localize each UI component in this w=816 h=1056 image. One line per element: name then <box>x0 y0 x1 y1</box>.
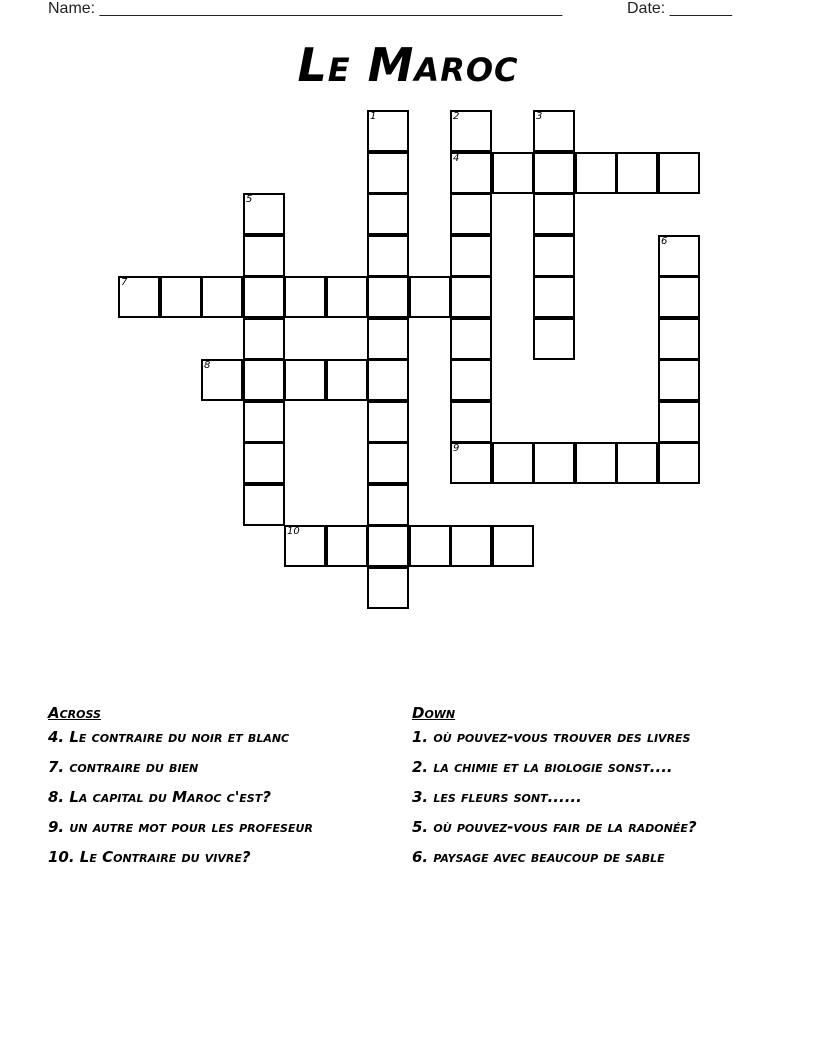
down-clue-2: 2. la chimie et la biologie sonst.... <box>412 758 673 776</box>
clue-number: 10 <box>287 526 300 537</box>
clue-number: 1 <box>370 111 377 122</box>
crossword-cell[interactable] <box>367 276 409 318</box>
crossword-cell[interactable] <box>450 110 492 152</box>
crossword-cell[interactable] <box>533 193 575 235</box>
crossword-cell[interactable] <box>367 193 409 235</box>
crossword-cell[interactable] <box>284 525 326 567</box>
across-clue-4: 4. Le contraire du noir et blanc <box>48 728 290 746</box>
clue-number: 6 <box>661 236 668 247</box>
crossword-cell[interactable] <box>575 152 617 194</box>
crossword-cell[interactable] <box>492 152 534 194</box>
down-clue-3: 3. les fleurs sont...... <box>412 788 582 806</box>
crossword-cell[interactable] <box>326 276 368 318</box>
name-field-line: Name: ____________________________________________________ <box>48 0 563 17</box>
crossword-cell[interactable] <box>575 442 617 484</box>
crossword-cell[interactable] <box>533 235 575 277</box>
crossword-cell[interactable] <box>658 235 700 277</box>
crossword-cell[interactable] <box>533 318 575 360</box>
crossword-cell[interactable] <box>533 276 575 318</box>
crossword-cell[interactable] <box>658 359 700 401</box>
crossword-cell[interactable] <box>367 318 409 360</box>
crossword-cell[interactable] <box>243 193 285 235</box>
crossword-cell[interactable] <box>450 359 492 401</box>
crossword-cell[interactable] <box>450 235 492 277</box>
clue-number: 7 <box>121 277 128 288</box>
crossword-cell[interactable] <box>367 235 409 277</box>
crossword-cell[interactable] <box>367 359 409 401</box>
crossword-cell[interactable] <box>243 442 285 484</box>
crossword-cell[interactable] <box>367 442 409 484</box>
crossword-cell[interactable] <box>367 401 409 443</box>
crossword-cell[interactable] <box>450 318 492 360</box>
crossword-cell[interactable] <box>658 442 700 484</box>
crossword-cell[interactable] <box>658 152 700 194</box>
crossword-cell[interactable] <box>492 442 534 484</box>
crossword-cell[interactable] <box>533 152 575 194</box>
crossword-cell[interactable] <box>243 318 285 360</box>
crossword-cell[interactable] <box>243 484 285 526</box>
crossword-cell[interactable] <box>284 276 326 318</box>
crossword-cell[interactable] <box>658 318 700 360</box>
down-clue-1: 1. où pouvez-vous trouver des livres <box>412 728 691 746</box>
crossword-cell[interactable] <box>367 110 409 152</box>
clue-number: 8 <box>204 360 211 371</box>
down-heading: Down <box>412 704 456 722</box>
crossword-cell[interactable] <box>201 359 243 401</box>
clue-number: 2 <box>453 111 460 122</box>
crossword-cell[interactable] <box>326 525 368 567</box>
date-field-line: Date: _______ <box>627 0 732 17</box>
crossword-cell[interactable] <box>118 276 160 318</box>
down-clue-6: 6. paysage avec beaucoup de sable <box>412 848 665 866</box>
crossword-cell[interactable] <box>367 525 409 567</box>
across-clue-7: 7. contraire du bien <box>48 758 199 776</box>
across-clue-9: 9. un autre mot pour les profeseur <box>48 818 313 836</box>
crossword-cell[interactable] <box>533 110 575 152</box>
crossword-cell[interactable] <box>450 401 492 443</box>
down-clue-5: 5. où pouvez-vous fair de la radonée? <box>412 818 697 836</box>
crossword-cell[interactable] <box>326 359 368 401</box>
crossword-cell[interactable] <box>533 442 575 484</box>
crossword-cell[interactable] <box>243 401 285 443</box>
crossword-cell[interactable] <box>160 276 202 318</box>
crossword-cell[interactable] <box>201 276 243 318</box>
crossword-cell[interactable] <box>409 276 451 318</box>
crossword-cell[interactable] <box>367 484 409 526</box>
across-clue-8: 8. La capital du Maroc c'est? <box>48 788 271 806</box>
crossword-cell[interactable] <box>450 276 492 318</box>
across-heading: Across <box>48 704 101 722</box>
crossword-cell[interactable] <box>492 525 534 567</box>
crossword-cell[interactable] <box>243 359 285 401</box>
crossword-cell[interactable] <box>616 152 658 194</box>
crossword-cell[interactable] <box>243 235 285 277</box>
crossword-cell[interactable] <box>243 276 285 318</box>
crossword-cell[interactable] <box>450 525 492 567</box>
crossword-cell[interactable] <box>284 359 326 401</box>
clue-number: 9 <box>453 443 460 454</box>
down-clues <box>412 703 732 877</box>
crossword-cell[interactable] <box>658 276 700 318</box>
crossword-cell[interactable] <box>658 401 700 443</box>
across-clues <box>48 703 393 877</box>
crossword-cell[interactable] <box>616 442 658 484</box>
crossword-cell[interactable] <box>409 525 451 567</box>
clue-number: 5 <box>246 194 253 205</box>
crossword-cell[interactable] <box>450 442 492 484</box>
page-title: Le Maroc <box>297 38 519 92</box>
crossword-cell[interactable] <box>450 152 492 194</box>
clue-number: 3 <box>536 111 543 122</box>
crossword-cell[interactable] <box>367 152 409 194</box>
clue-number: 4 <box>453 153 460 164</box>
crossword-cell[interactable] <box>450 193 492 235</box>
crossword-cell[interactable] <box>367 567 409 609</box>
across-clue-10: 10. Le Contraire du vivre? <box>48 848 251 866</box>
